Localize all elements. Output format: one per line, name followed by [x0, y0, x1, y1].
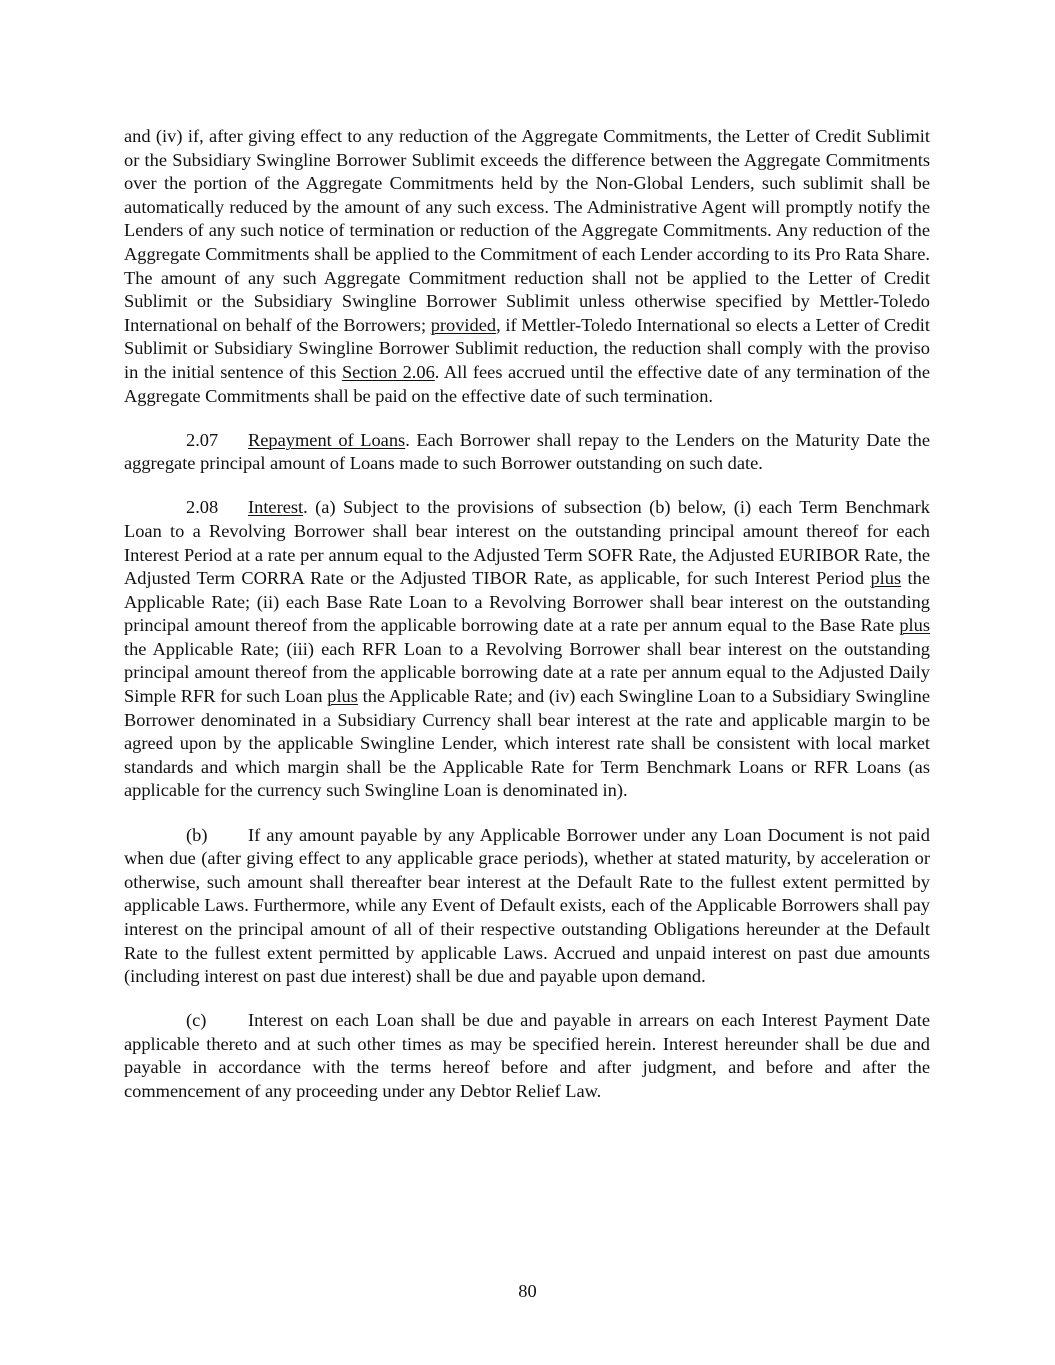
text-run: the Applicable Rate; (ii) each Base Rate Loan to a Revolving Borrower shall bear interest on the outstanding principal amount thereof from the applicable borrowing date at a rate per annum equal to the Base Rate — [124, 568, 930, 636]
paragraph-continuation-2-06 — [124, 125, 930, 408]
underlined-term-plus: plus — [327, 686, 358, 707]
section-number: 2.08 — [186, 497, 219, 518]
text-run: the Applicable Rate; and (iv) each Swingline Loan to a Subsidiary Swingline Borrower denominated in a Subsidiary Currency shall bear interest at the rate and applicable margin to be agreed upon by the applicable Swingline Lender, which interest rate shall be consistent with local market standards and which margin shall be the Applicable Rate for Term Benchmark Loans or RFR Loans (as applicable for the currency such Swingline Loan is denominated in). — [124, 686, 930, 801]
subsection-label: (b) — [186, 824, 208, 845]
underlined-term-plus: plus — [870, 568, 902, 589]
subsection-b — [124, 824, 930, 989]
text-run: the Applicable Rate; (iii) each RFR Loan to a Revolving Borrower shall bear interest on the outstanding principal amount thereof from the applicable borrowing date at a rate per annum equal to the Adjusted Daily Simple RFR for such Loan — [124, 638, 930, 707]
subsection-label: (c) — [186, 1010, 207, 1031]
text-run: Interest on each Loan shall be due and payable in arrears on each Interest Payment Date applicable thereto and at such other times as may be specified herein. Interest hereunder shall be due and payable in accordance with the terms hereof before and after judgment, and before and after the commencement of any proceeding under any Debtor Relief Law. — [124, 1010, 930, 1101]
document-page — [124, 125, 930, 1124]
text-run: . All fees accrued until the effective date of any termination of the Aggregate Commitments shall be paid on the effective date of such termination. — [124, 361, 930, 406]
section-2-07 — [124, 429, 930, 476]
section-heading: Interest — [248, 497, 304, 518]
section-number: 2.07 — [186, 429, 219, 450]
text-run: . (a) Subject to the provisions of subsection (b) below, (i) each Term Benchmark Loan to a Revolving Borrower shall bear interest on the outstanding principal amount thereof for each Interest Period at a rate per annum equal to the Adjusted Term SOFR Rate, the Adjusted EURIBOR Rate, the Adjusted Term CORRA Rate or the Adjusted TIBOR Rate, as applicable, for such Interest Period — [124, 497, 930, 589]
text-run: and (iv) if, after giving effect to any reduction of the Aggregate Commitments, the Letter of Credit Sublimit or the Subsidiary Swingline Borrower Sublimit exceeds the difference between the Aggregate Commitments over the portion of the Aggregate Commitments held by the Non-Global Lenders, such sublimit shall be automatically reduced by the amount of any such excess. The Administrative Agent will promptly notify the Lenders of any such notice of termination or reduction of the Aggregate Commitments. Any reduction of the Aggregate Commitments shall be applied to the Commitment of each Lender according to its Pro Rata Share. The amount of any such Aggregate Commitment reduction shall not be applied to the Letter of Credit Sublimit or the Subsidiary Swingline Borrower Sublimit unless otherwise specified by Mettler-Toledo International on behalf of the Borrowers; — [124, 126, 930, 335]
text-run: If any amount payable by any Applicable Borrower under any Loan Document is not paid when due (after giving effect to any applicable grace periods), whether at stated maturity, by acceleration or otherwise, such amount shall thereafter bear interest at the Default Rate to the fullest extent permitted by applicable Laws. Furthermore, while any Event of Default exists, each of the Applicable Borrowers shall pay interest on the principal amount of all of their respective outstanding Obligations hereunder at the Default Rate to the fullest extent permitted by applicable Laws. Accrued and unpaid interest on past due amounts (including interest on past due interest) shall be due and payable upon demand. — [124, 824, 930, 987]
section-heading: Repayment of Loans — [248, 429, 406, 450]
underlined-term-plus: plus — [899, 615, 930, 636]
section-reference-2-06: Section 2.06 — [341, 361, 435, 382]
text-run: , if Mettler-Toledo International so elects a Letter of Credit Sublimit or Subsidiary Swingline Borrower Sublimit reduction, the reduction shall comply with the proviso in the initial sentence of this — [124, 314, 930, 382]
subsection-c — [124, 1009, 930, 1103]
underlined-term-provided: provided — [430, 314, 497, 335]
text-run: . Each Borrower shall repay to the Lenders on the Maturity Date the aggregate principal amount of Loans made to such Borrower outstanding on such date. — [124, 429, 930, 474]
page-number: 80 — [518, 1281, 537, 1301]
section-2-08 — [124, 496, 930, 803]
